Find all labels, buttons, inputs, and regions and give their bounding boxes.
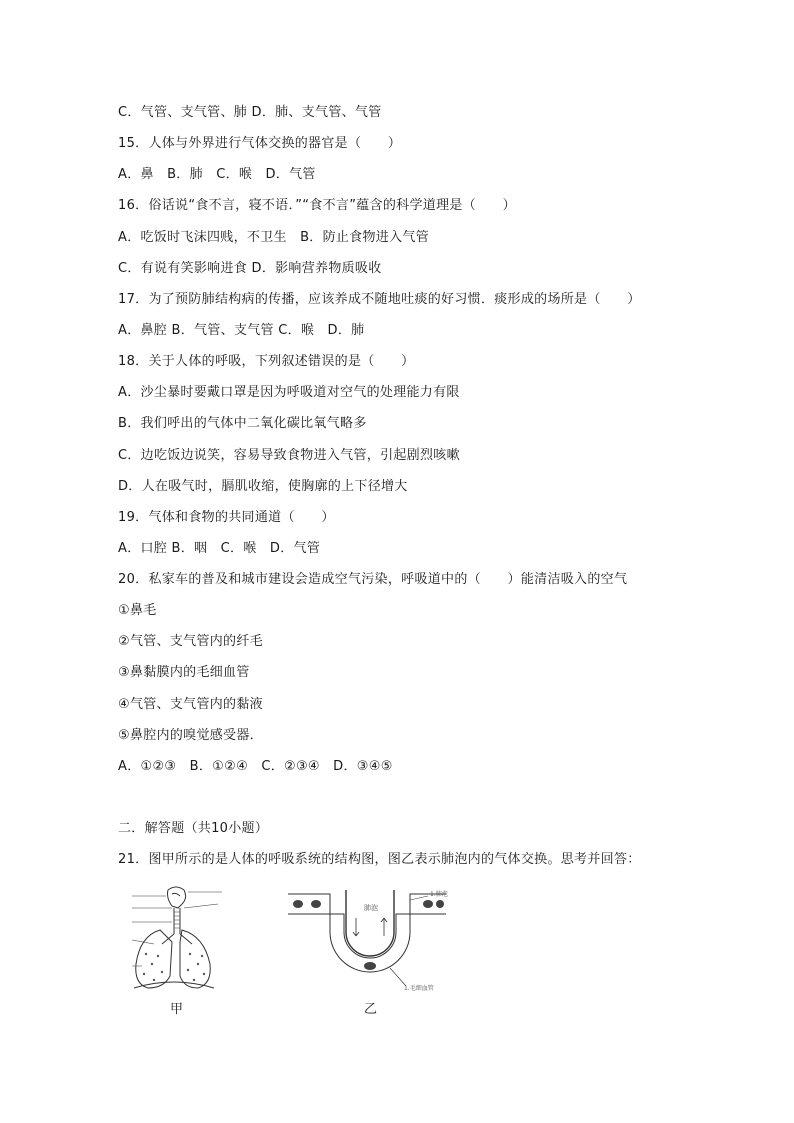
q20-item-5: ⑤鼻腔内的嗅觉感受器． [118,728,263,743]
q16-stem: 16．俗话说“食不言，寝不语．”“食不言”蕴含的科学道理是（ ） [118,198,516,213]
q21-stem: 21．图甲所示的是人体的呼吸系统的结构图，图乙表示肺泡内的气体交换。思考并回答： [118,852,641,867]
q20-options: A．①②③ B．①②④ C．②③④ D．③④⑤ [118,759,393,774]
respiratory-system-diagram [118,884,248,996]
q20-item-1: ①鼻毛 [118,603,157,618]
figure-jia-respiratory-system [118,884,248,996]
q15-stem: 15．人体与外界进行气体交换的器官是（ ） [118,136,402,151]
q16-options-cd: C．有说有笑影响进食 D．影响营养物质吸收 [118,261,382,276]
q18-option-d: D．人在吸气时，膈肌收缩，使胸廓的上下径增大 [118,479,408,494]
q18-stem: 18．关于人体的呼吸，下列叙述错误的是（ ） [118,354,415,369]
figure-jia-label: 甲 [170,1002,184,1017]
figure-yi-label: 乙 [364,1002,378,1017]
q16-options-ab: A．吃饭时飞沫四贱，不卫生 B．防止食物进入气管 [118,230,430,245]
q20-stem: 20．私家车的普及和城市建设会造成空气污染，呼吸道中的（ ）能清洁吸入的空气 [118,572,628,587]
yi-top-label: 1.肺泡 [430,891,448,898]
alveolus-diagram [286,888,472,992]
q19-stem: 19．气体和食物的共同通道（ ） [118,510,335,525]
q20-item-2: ②气管、支气管内的纤毛 [118,634,263,649]
q17-options: A．鼻腔 B．气管、支气管 C．喉 D．肺 [118,323,365,338]
q14-options-cd: C．气管、支气管、肺 D．肺、支气管、气管 [118,105,382,120]
section-heading: 二．解答题（共10小题） [118,821,269,836]
q18-option-c: C．边吃饭边说笑，容易导致食物进入气管，引起剧烈咳嗽 [118,448,460,463]
q20-item-4: ④气管、支气管内的黏液 [118,697,263,712]
alveolus-text: 肺泡 [364,904,378,912]
q18-option-a: A．沙尘暴时要戴口罩是因为呼吸道对空气的处理能力有限 [118,385,460,400]
q19-options: A．口腔 B．咽 C．喉 D．气管 [118,541,321,556]
q20-item-3: ③鼻黏膜内的毛细血管 [118,665,250,680]
q15-options: A．鼻 B．肺 C．喉 D．气管 [118,167,316,182]
figure-yi-alveolus-gas-exchange [286,888,472,992]
q18-option-b: B．我们呼出的气体中二氧化碳比氧气略多 [118,416,367,431]
yi-bottom-label: 1.毛细血管 [404,985,434,992]
q17-stem: 17．为了预防肺结构病的传播，应该养成不随地吐痰的好习惯．痰形成的场所是（ ） [118,292,641,307]
